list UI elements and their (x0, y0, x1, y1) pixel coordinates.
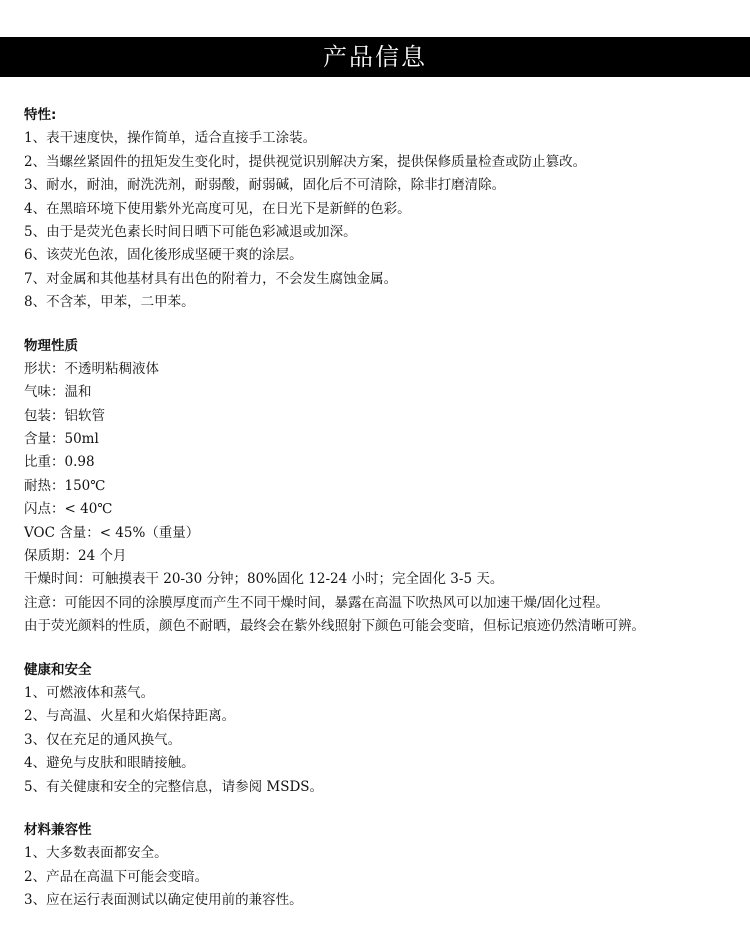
page-title: 产品信息 (323, 43, 427, 71)
text-line: 注意：可能因不同的涂膜厚度而产生不同干燥时间，暴露在高温下吹热风可以加速干燥/固化过程。 (24, 594, 610, 611)
text-line: 3、耐水，耐油，耐洗洗剂，耐弱酸，耐弱碱，固化后不可清除，除非打磨清除。 (24, 177, 506, 194)
text-line: 7、对金属和其他基材具有出色的附着力，不会发生腐蚀金属。 (24, 270, 398, 287)
section-heading: 物理性质 (24, 337, 78, 354)
text-line: 干燥时间：可触摸表干 20-30 分钟；80%固化 12-24 小时；完全固化 3-5 天。 (24, 571, 504, 588)
section-heading: 材料兼容性 (24, 821, 92, 838)
text-line: 2、与高温、火星和火焰保持距离。 (24, 708, 236, 725)
section-physical-properties (24, 335, 744, 639)
text-line: 比重：0.98 (24, 454, 95, 471)
text-line: 耐热：150℃ (24, 477, 106, 494)
title-banner (0, 37, 750, 77)
section-heading: 特性: (24, 107, 57, 123)
section-heading: 健康和安全 (24, 661, 92, 678)
text-line: 3、仅在充足的通风换气。 (24, 731, 182, 748)
section-health-and-safety (24, 659, 744, 799)
text-line: 5、有关健康和安全的完整信息，请参阅 MSDS。 (24, 778, 324, 795)
text-line: 4、在黑暗环境下使用紫外光高度可见，在日光下是新鲜的色彩。 (24, 200, 411, 217)
text-line: 由于荧光颜料的性质，颜色不耐晒，最终会在紫外线照射下颜色可能会变暗，但标记痕迹仍然清晰可辨。 (24, 618, 645, 635)
text-line: 1、表干速度快，操作简单，适合直接手工涂装。 (24, 130, 317, 147)
text-line: 8、不含苯，甲苯，二甲苯。 (24, 294, 195, 311)
text-line: 3、应在运行表面测试以确定使用前的兼容性。 (24, 892, 303, 909)
text-line: 形状：不透明粘稠液体 (24, 360, 159, 377)
text-line: 2、当螺丝紧固件的扭矩发生变化时，提供视觉识别解决方案，提供保修质量检查或防止篡改。 (24, 153, 587, 170)
text-line: 闪点：< 40℃ (24, 501, 113, 518)
section-features (24, 104, 744, 315)
text-line: 6、该荧光色浓，固化後形成坚硬干爽的涂层。 (24, 247, 303, 264)
product-info-content (24, 104, 744, 933)
section-material-compatibility (24, 819, 744, 913)
text-line: 气味：温和 (24, 384, 92, 401)
text-line: 包装：铝软管 (24, 407, 105, 424)
text-line: 1、可燃液体和蒸气。 (24, 684, 155, 701)
text-line: 5、由于是荧光色素长时间日晒下可能色彩减退或加深。 (24, 223, 357, 240)
text-line: 4、避免与皮肤和眼睛接触。 (24, 755, 195, 772)
text-line: 2、产品在高温下可能会变暗。 (24, 868, 209, 885)
text-line: 1、大多数表面都安全。 (24, 845, 168, 862)
text-line: 含量：50ml (24, 431, 99, 448)
text-line: 保质期：24 个月 (24, 548, 127, 565)
text-line: VOC 含量：< 45%（重量） (24, 524, 200, 541)
